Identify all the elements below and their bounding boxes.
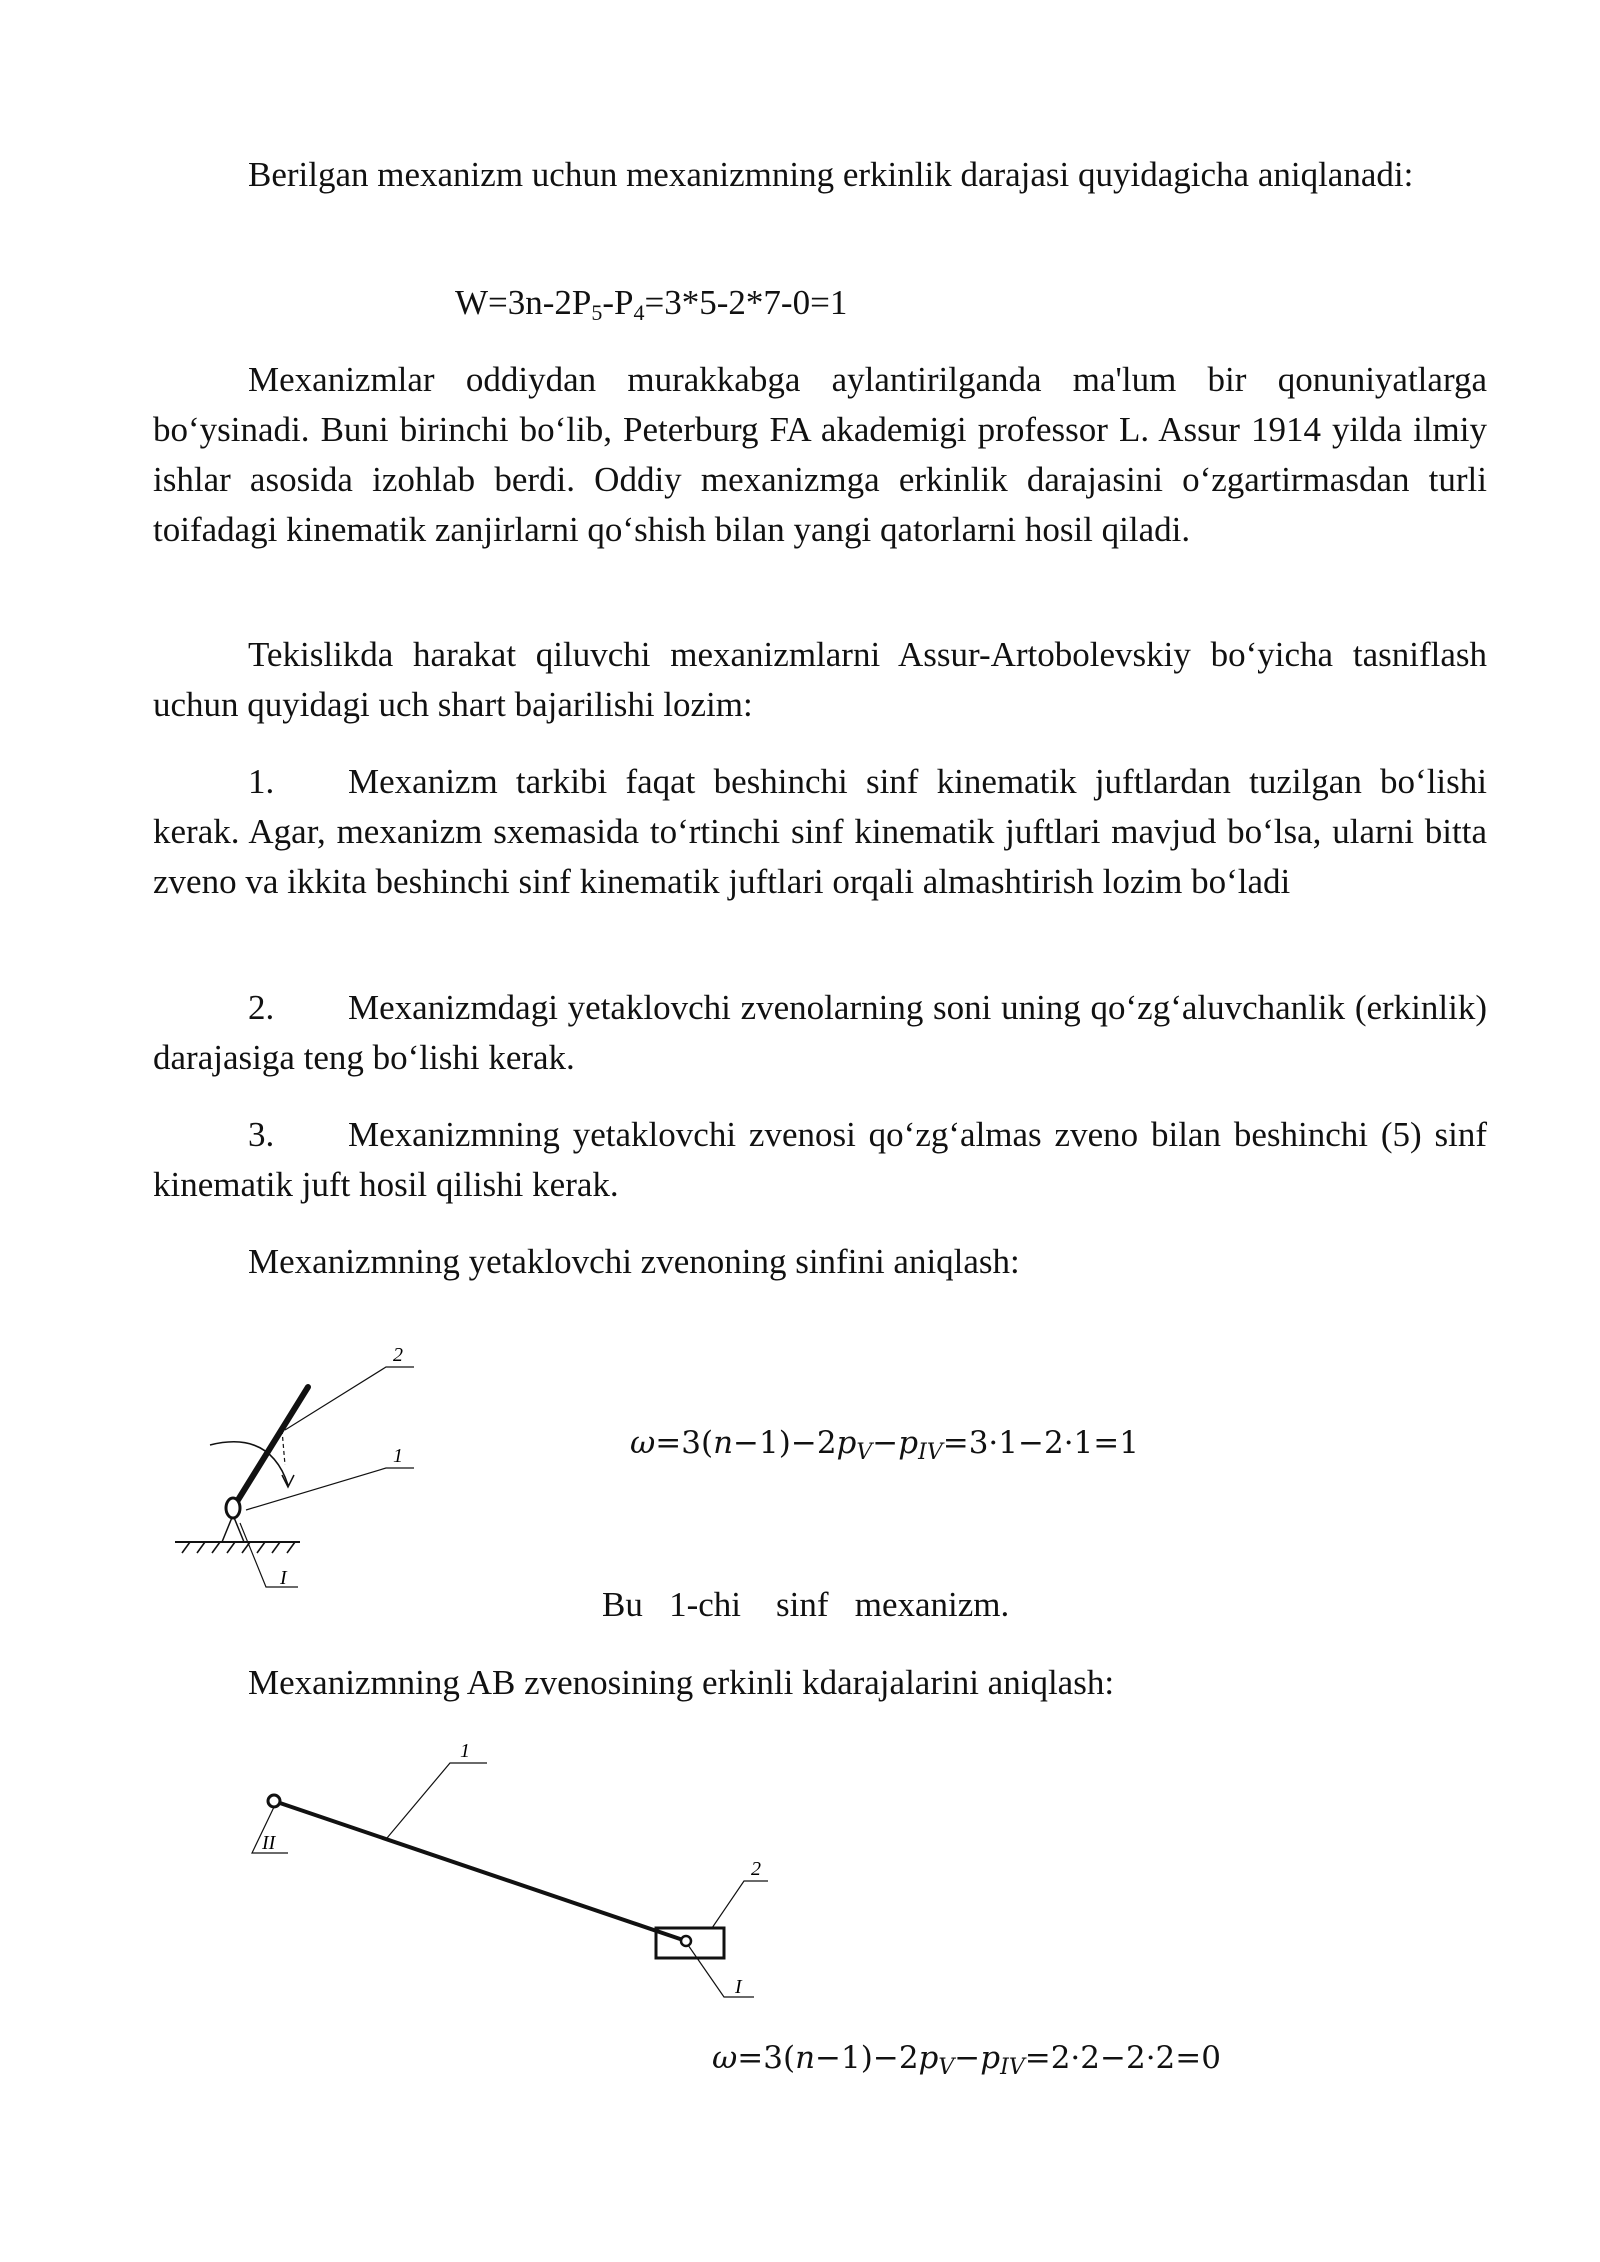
formula-term: p: [980, 2040, 1001, 2076]
formula-term: −1)−2: [733, 1425, 837, 1461]
paragraph-assur: Mexanizmlar oddiydan murakkabga aylantirilganda ma'lum bir qonuniyatlarga bo‘ysinadi. Buni birinchi bo‘lib, Peterburg FA akademigi professor L. Assur 1914 yilda ilmiy ishlar asosida izohlab berdi. Oddiy mexanizmga erkinlik darajasini o‘zgartirmasdan turli toifadagi kinematik zanjirlarni qo‘shish bilan yangi qatorlarni hosil qiladi.: [153, 360, 1487, 549]
pivot-joint: [226, 1498, 240, 1518]
list-item-2: [153, 983, 1487, 1083]
list-number: 2.: [248, 988, 275, 1027]
formula-term: =3(: [655, 1425, 714, 1461]
list-item-3: [153, 1110, 1487, 1210]
leader-1: [387, 1763, 487, 1838]
formula-sub: V: [856, 1440, 873, 1465]
formula-term: −1)−2: [815, 2040, 919, 2076]
formula-sub: IV: [918, 1440, 943, 1465]
label-2: 2: [751, 1858, 761, 1880]
list-text: Mexanizm tarkibi faqat beshinchi sinf kinematik juftlardan tuzilgan bo‘lishi kerak. Agar, mexanizm sxemasida to‘rtinchi sinf kinematik juftlari mavjud bo‘lsa, ularni bitta zveno va ikkita beshinchi sinf kinematik juftlari orqali almashtirish lozim bo‘ladi: [153, 762, 1487, 901]
dof-formula-sub: 4: [633, 300, 645, 325]
formula-term: p: [898, 1425, 919, 1461]
dof-formula-part: W=3n-2P: [455, 283, 592, 322]
ground-hatch: [182, 1542, 295, 1553]
formula-term: p: [918, 2040, 939, 2076]
heading-ab-link: Mexanizmning AB zvenosining erkinli kdarajalarini aniqlash:: [248, 1663, 1115, 1702]
class-result: Bu 1-chi sinf mexanizm.: [602, 1585, 1010, 1624]
label-2: 2: [393, 1344, 403, 1366]
list-text: Mexanizmning yetaklovchi zvenosi qo‘zg‘almas zveno bilan beshinchi (5) sinf kinematik juft hosil qilishi kerak.: [153, 1115, 1487, 1204]
list-number: 1.: [248, 762, 275, 801]
paragraph-classification: Tekislikda harakat qiluvchi mexanizmlarni Assur-Artobolevskiy bo‘yicha tasniflash uchun quyidagi uch shart bajarilishi lozim:: [153, 635, 1487, 724]
formula-term: =3·1−2·1=1: [942, 1425, 1139, 1461]
label-II: II: [262, 1832, 276, 1854]
crank-link: [233, 1387, 308, 1508]
dof-formula: [455, 278, 847, 328]
leader-2: [712, 1881, 768, 1928]
formula-sub: IV: [1000, 2055, 1025, 2080]
label-1: 1: [460, 1740, 470, 1762]
formula-term: n: [795, 2040, 816, 2076]
formula-term: p: [836, 1425, 857, 1461]
angle-line: [282, 1430, 285, 1465]
leader-I: [688, 1945, 754, 1997]
joint-A: [268, 1795, 280, 1807]
formula-term: −: [954, 2040, 981, 2076]
formula-term: ω: [712, 2040, 738, 2076]
list-number: 3.: [248, 1115, 275, 1154]
crank-diagram: [170, 1335, 440, 1605]
formula-ab-link: [712, 2040, 1221, 2080]
heading-driving-link: Mexanizmning yetaklovchi zvenoning sinfini aniqlash:: [248, 1242, 1020, 1281]
ab-link: [274, 1801, 686, 1941]
formula-sub: V: [938, 2055, 955, 2080]
dof-formula-sub: 5: [591, 300, 603, 325]
formula-term: −: [872, 1425, 899, 1461]
ab-link-diagram: [240, 1735, 780, 2015]
label-I: I: [735, 1976, 742, 1998]
formula-term: ω: [630, 1425, 656, 1461]
paragraph-intro: Berilgan mexanizm uchun mexanizmning erkinlik darajasi quyidagicha aniqlanadi:: [248, 155, 1414, 194]
label-I: I: [280, 1567, 287, 1589]
list-item-1: [153, 757, 1487, 907]
arrow-head: [282, 1475, 294, 1487]
formula-term: =2·2−2·2=0: [1024, 2040, 1221, 2076]
dof-formula-part: =3*5-2*7-0=1: [644, 283, 848, 322]
list-text: Mexanizmdagi yetaklovchi zvenolarning soni uning qo‘zg‘aluvchanlik (erkinlik) darajasiga teng bo‘lishi kerak.: [153, 988, 1487, 1077]
formula-term: n: [713, 1425, 734, 1461]
joint-B: [681, 1936, 691, 1946]
label-1: 1: [393, 1445, 403, 1467]
formula-term: =3(: [737, 2040, 796, 2076]
leader-I: [240, 1523, 298, 1587]
dof-formula-part: -P: [602, 283, 634, 322]
leader-1: [246, 1468, 414, 1510]
formula-driving-link: [630, 1425, 1139, 1465]
